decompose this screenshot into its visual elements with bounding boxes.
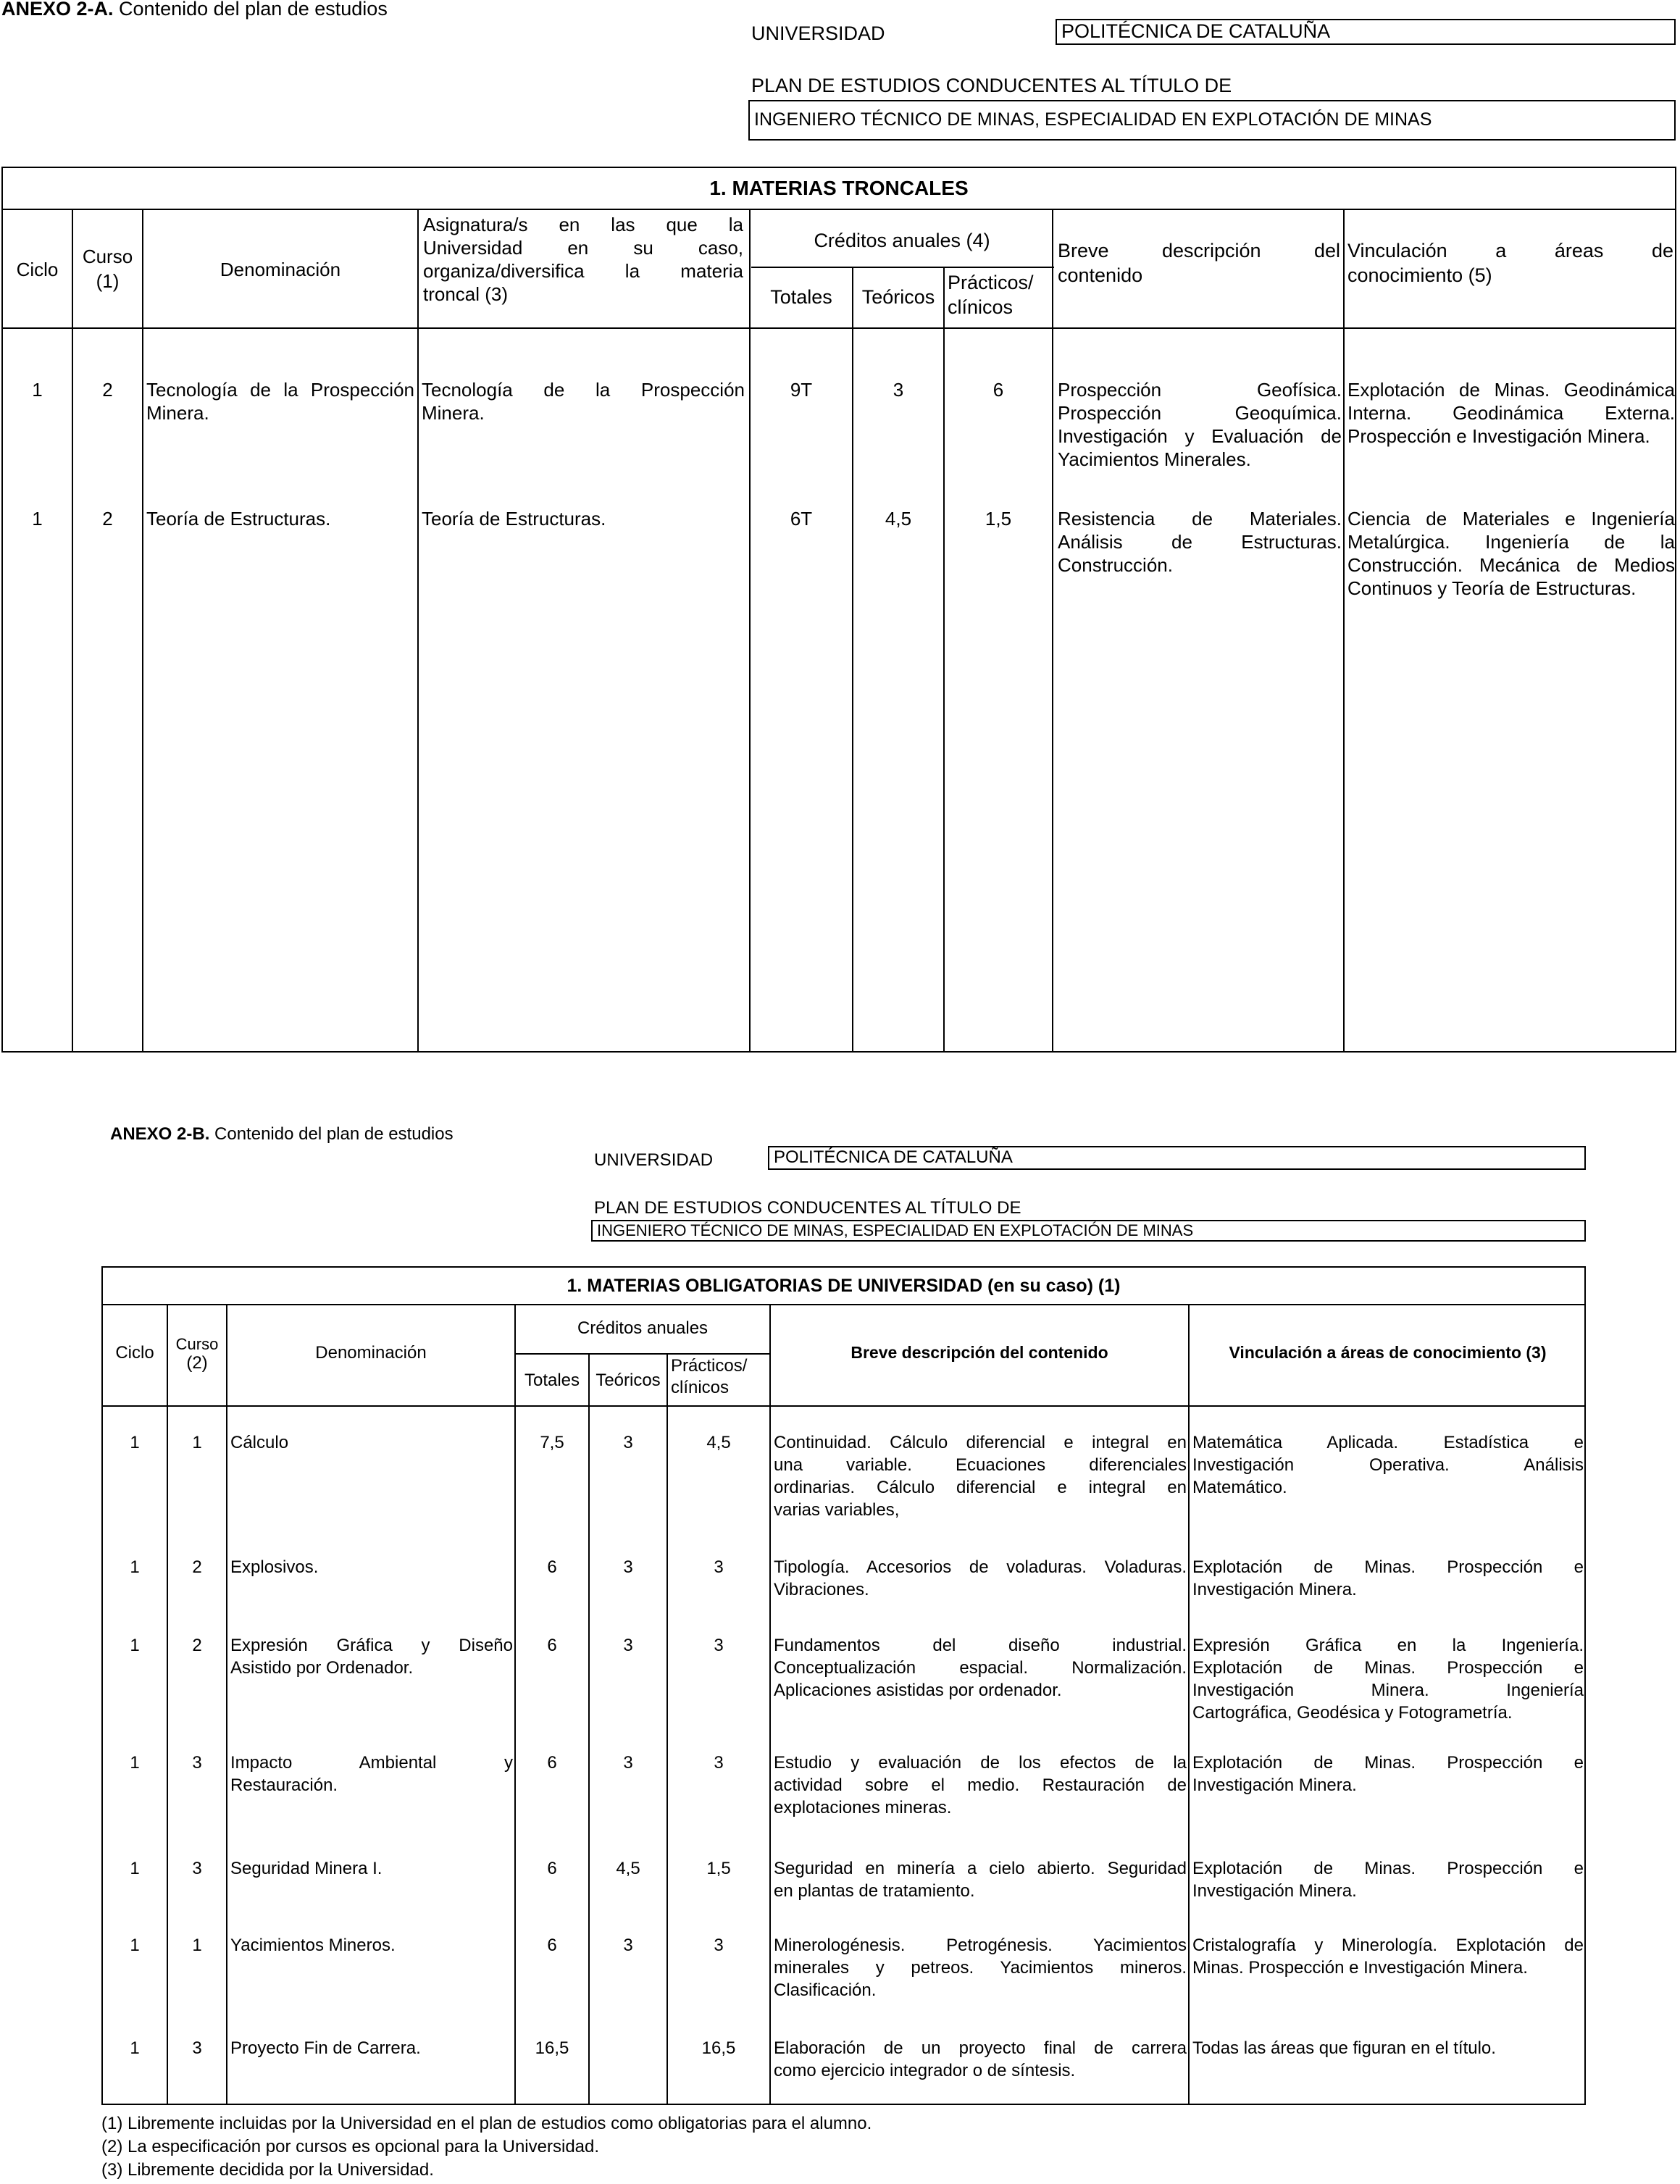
cell-totales: 6 [547,1636,557,1655]
cell-descripcion: Seguridad en minería a cielo abierto. Seguridad [774,1859,1187,1878]
cell-practicos: 4,5 [706,1433,731,1452]
cell-descripcion: Prospección Geoquímica. [1058,402,1342,424]
col-divider [142,209,143,1051]
header-practicos: Prácticos/ [948,272,1034,293]
header-curso: Curso [175,1335,219,1353]
cell-asignatura: Teoría de Estructuras. [422,508,606,530]
troncales-table-title: 1. MATERIAS TRONCALES [3,168,1675,210]
col-divider [514,1304,516,2104]
col-divider [749,209,751,1051]
cell-denominacion: Seguridad Minera I. [230,1859,383,1878]
obligatorias-table-title: 1. MATERIAS OBLIGATORIAS DE UNIVERSIDAD (en su caso) (1) [103,1268,1584,1305]
cell-descripcion: Aplicaciones asistidas por ordenador. [774,1681,1062,1700]
col-divider [1052,209,1053,1051]
annex-b-label: ANEXO 2-B. [110,1124,210,1144]
cell-descripcion: Yacimientos Minerales. [1058,448,1251,470]
creditos-divider [751,267,1054,268]
cell-descripcion: Continuidad. Cálculo diferencial e integral en [774,1433,1187,1452]
cell-teoricos: 3 [623,1557,633,1577]
university-value-b: POLITÉCNICA DE CATALUÑA [768,1146,1586,1170]
cell-curso: 3 [192,2038,202,2058]
cell-vinculacion: Expresión Gráfica en la Ingeniería. [1192,1636,1584,1655]
cell-descripcion: Conceptualización espacial. Normalización. [774,1658,1187,1678]
footnote-2: (2) La especificación por cursos es opcional para la Universidad. [101,2137,600,2156]
cell-descripcion: Elaboración de un proyecto final de carrera [774,2038,1187,2058]
cell-descripcion: Clasificación. [774,1980,877,2000]
cell-ciclo: 1 [130,2038,140,2058]
cell-denominacion: Minera. [146,402,209,424]
cell-descripcion: varias variables, [774,1500,900,1520]
header-asignatura-line: Universidad en su caso, [423,237,743,259]
cell-teoricos: 3 [623,1936,633,1955]
cell-vinculacion: Ciencia de Materiales e Ingeniería [1347,508,1675,530]
cell-totales: 6 [547,1753,557,1773]
header-breve-2: contenido [1058,264,1143,286]
cell-vinculacion: Metalúrgica. Ingeniería de la [1347,531,1675,553]
cell-totales: 7,5 [540,1433,564,1452]
plan-label-a: PLAN DE ESTUDIOS CONDUCENTES AL TÍTULO DE [751,75,1232,96]
footnote-3: (3) Libremente decidida por la Universidad. [101,2160,434,2180]
cell-practicos: 3 [714,1936,724,1955]
annex-a-label: ANEXO 2-A. [1,0,114,20]
cell-descripcion: Investigación y Evaluación de [1058,425,1342,447]
cell-denominacion: Expresión Gráfica y Diseño [230,1636,513,1655]
cell-teoricos: 3 [623,1636,633,1655]
cell-vinculacion: Cartográfica, Geodésica y Fotogrametría. [1192,1703,1513,1723]
plan-value-b: INGENIERO TÉCNICO DE MINAS, ESPECIALIDAD EN EXPLOTACIÓN DE MINAS [591,1220,1586,1242]
cell-teoricos: 4,5 [616,1859,640,1878]
footnote-1: (1) Libremente incluidas por la Universidad en el plan de estudios como obligatorias para el alumno. [101,2114,872,2133]
header-creditos: Créditos anuales [577,1318,709,1338]
cell-vinculacion: Explotación de Minas. Prospección e [1192,1753,1584,1773]
col-divider [72,209,73,1051]
cell-descripcion: Minerologénesis. Petrogénesis. Yacimientos [774,1936,1187,1955]
col-divider [1343,209,1345,1051]
university-label-b: UNIVERSIDAD [594,1150,714,1170]
cell-vinculacion: Explotación de Minas. Prospección e [1192,1859,1584,1878]
cell-ciclo: 1 [130,1636,140,1655]
cell-vinculacion: Investigación Operativa. Análisis [1192,1455,1584,1475]
header-divider [103,1405,1584,1407]
cell-vinculacion: Cristalografía y Minerología. Explotación de [1192,1936,1584,1955]
cell-asignatura: Minera. [422,402,485,424]
cell-totales: 6 [547,1557,557,1577]
header-breve: Breve descripción del [1058,240,1340,262]
cell-vinculacion: Investigación Minera. [1192,1580,1357,1599]
cell-descripcion: actividad sobre el medio. Restauración de [774,1775,1187,1795]
header-clinicos: clínicos [671,1378,730,1397]
cell-ciclo: 1 [130,1433,140,1452]
cell-vinculacion: Prospección e Investigación Minera. [1347,425,1650,447]
cell-descripcion: como ejercicio integrador o de síntesis. [774,2061,1076,2080]
cell-ciclo: 1 [130,1557,140,1577]
cell-descripcion: explotaciones mineras. [774,1798,952,1817]
cell-ciclo: 1 [130,1859,140,1878]
col-divider [167,1304,168,2104]
header-asignatura-line: Asignatura/s en las que la [423,214,743,235]
cell-totales: 16,5 [535,2038,569,2058]
cell-descripcion: Tipología. Accesorios de voladuras. Voladuras. [774,1557,1187,1577]
university-value-a: POLITÉCNICA DE CATALUÑA [1056,19,1676,45]
cell-curso: 2 [192,1557,202,1577]
cell-curso: 2 [102,508,113,530]
cell-vinculacion: Explotación de Minas. Prospección e [1192,1658,1584,1678]
cell-vinculacion: Continuos y Teoría de Estructuras. [1347,577,1637,599]
header-totales: Totales [770,286,832,308]
troncales-table [1,167,1676,1053]
annex-a-heading [1,0,388,20]
cell-vinculacion: Todas las áreas que figuran en el título. [1192,2038,1496,2058]
cell-denominacion: Restauración. [230,1775,338,1795]
cell-descripcion: minerales y petreos. Yacimientos mineros. [774,1958,1187,1978]
header-ciclo: Ciclo [115,1343,154,1363]
cell-vinculacion: Minas. Prospección e Investigación Minera. [1192,1958,1528,1978]
cell-curso: 1 [192,1433,202,1452]
header-ciclo: Ciclo [16,259,59,280]
cell-vinculacion: Investigación Minera. Ingeniería [1192,1681,1584,1700]
cell-practicos: 3 [714,1636,724,1655]
header-asignatura-line: troncal (3) [423,283,509,305]
col-divider [588,1353,590,2104]
cell-descripcion: Construcción. [1058,554,1173,576]
cell-descripcion: Estudio y evaluación de los efectos de la [774,1753,1187,1773]
header-curso-note: (2) [186,1353,208,1373]
header-vinculacion: Vinculación a áreas de conocimiento (3) [1229,1343,1547,1362]
col-divider [417,209,419,1051]
header-vinculacion: Vinculación a áreas de [1347,240,1673,262]
cell-denominacion: Impacto Ambiental y [230,1753,513,1773]
cell-denominacion: Yacimientos Mineros. [230,1936,396,1955]
cell-descripcion: Fundamentos del diseño industrial. [774,1636,1187,1655]
annex-b-text: Contenido del plan de estudios [214,1124,454,1144]
cell-vinculacion: Investigación Minera. [1192,1775,1357,1795]
header-teoricos: Teóricos [861,286,935,308]
header-asignatura-line: organiza/diversifica la materia [423,260,743,282]
col-divider [226,1304,227,2104]
cell-descripcion: Prospección Geofísica. [1058,379,1342,401]
col-divider [769,1304,771,2104]
cell-teoricos: 4,5 [885,508,912,530]
cell-vinculacion: Explotación de Minas. Prospección e [1192,1557,1584,1577]
cell-totales: 9T [790,379,813,401]
cell-denominacion: Proyecto Fin de Carrera. [230,2038,421,2058]
cell-teoricos: 3 [623,1433,633,1452]
cell-vinculacion: Interna. Geodinámica Externa. [1347,402,1675,424]
cell-curso: 2 [192,1636,202,1655]
col-divider [1188,1304,1190,2104]
cell-descripcion: una variable. Ecuaciones diferenciales [774,1455,1187,1475]
cell-practicos: 16,5 [701,2038,736,2058]
header-creditos: Créditos anuales (4) [814,230,990,251]
obligatorias-table [101,1266,1586,2105]
cell-curso: 3 [192,1753,202,1773]
cell-ciclo: 1 [32,379,43,401]
cell-denominacion: Asistido por Ordenador. [230,1658,414,1678]
cell-asignatura: Tecnología de la Prospección [422,379,745,401]
cell-ciclo: 1 [32,508,43,530]
cell-descripcion: Resistencia de Materiales. [1058,508,1342,530]
cell-denominacion: Cálculo [230,1433,289,1452]
cell-vinculacion: Explotación de Minas. Geodinámica [1347,379,1675,401]
header-curso-note: (1) [96,270,120,292]
cell-totales: 6 [547,1859,557,1878]
annex-b-heading [110,1123,454,1145]
header-breve: Breve descripción del contenido [851,1343,1108,1362]
cell-ciclo: 1 [130,1753,140,1773]
cell-practicos: 3 [714,1557,724,1577]
cell-practicos: 3 [714,1753,724,1773]
cell-totales: 6T [790,508,813,530]
university-label-a: UNIVERSIDAD [751,22,885,44]
header-denominacion: Denominación [220,259,341,280]
cell-practicos: 1,5 [985,508,1012,530]
cell-descripcion: ordinarias. Cálculo diferencial e integral en [774,1478,1187,1497]
col-divider [666,1353,668,2104]
cell-teoricos: 3 [623,1753,633,1773]
cell-descripcion: en plantas de tratamiento. [774,1881,975,1901]
cell-denominacion: Tecnología de la Prospección [146,379,414,401]
header-vinculacion-2: conocimiento (5) [1347,264,1492,286]
cell-curso: 1 [192,1936,202,1955]
cell-descripcion: Vibraciones. [774,1580,869,1599]
cell-practicos: 6 [992,379,1004,401]
header-totales: Totales [524,1371,580,1390]
cell-vinculacion: Investigación Minera. [1192,1881,1357,1901]
annex-a-text: Contenido del plan de estudios [119,0,388,20]
cell-curso: 2 [102,379,113,401]
header-denominacion: Denominación [315,1343,427,1363]
cell-vinculacion: Construcción. Mecánica de Medios [1347,554,1675,576]
cell-denominacion: Explosivos. [230,1557,319,1577]
cell-descripcion: Análisis de Estructuras. [1058,531,1342,553]
cell-denominacion: Teoría de Estructuras. [146,508,331,530]
header-divider [3,327,1675,329]
header-teoricos: Teóricos [595,1371,661,1390]
header-clinicos: clínicos [948,296,1014,318]
plan-value-a: INGENIERO TÉCNICO DE MINAS, ESPECIALIDAD EN EXPLOTACIÓN DE MINAS [748,100,1676,141]
cell-vinculacion: Matemático. [1192,1478,1287,1497]
cell-vinculacion: Matemática Aplicada. Estadística e [1192,1433,1584,1452]
header-practicos: Prácticos/ [671,1356,748,1376]
cell-practicos: 1,5 [706,1859,731,1878]
cell-teoricos: 3 [893,379,904,401]
cell-totales: 6 [547,1936,557,1955]
header-curso: Curso [82,246,133,267]
plan-label-b: PLAN DE ESTUDIOS CONDUCENTES AL TÍTULO DE [594,1198,1021,1218]
cell-curso: 3 [192,1859,202,1878]
cell-ciclo: 1 [130,1936,140,1955]
